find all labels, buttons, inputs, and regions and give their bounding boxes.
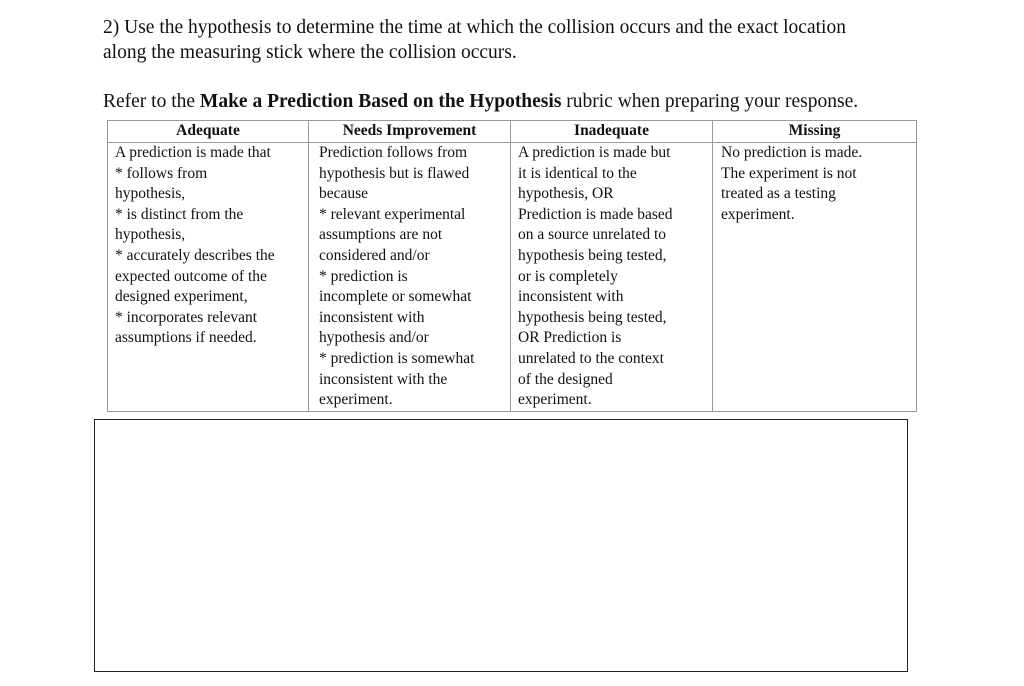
question-text (103, 16, 923, 65)
cell-line: hypothesis and/or (319, 329, 429, 347)
cell-line: on a source unrelated to (518, 226, 667, 244)
cell-line: * is distinct from the (115, 205, 244, 223)
cell-adequate (108, 143, 309, 412)
cell-line: No prediction is made. (721, 144, 863, 161)
cell-line: * accurately describes the (115, 246, 275, 264)
cell-line: inconsistent with (518, 288, 624, 306)
cell-line: or is completely (518, 267, 618, 285)
cell-line: assumptions are not (319, 226, 443, 244)
cell-line: expected outcome of the (115, 267, 267, 285)
instruction-prefix: Refer to the (103, 91, 200, 112)
cell-line: designed experiment, (115, 288, 248, 306)
cell-line: hypothesis, (115, 185, 186, 203)
cell-inadequate (511, 143, 713, 412)
cell-line: hypothesis being tested, (518, 246, 667, 264)
rubric-name: Make a Prediction Based on the Hypothesis (199, 91, 562, 112)
cell-line: * incorporates relevant (115, 308, 258, 326)
cell-line: OR Prediction is (518, 329, 622, 347)
cell-line: assumptions if needed. (115, 329, 257, 347)
cell-missing (713, 143, 917, 412)
cell-line: experiment. (319, 391, 393, 409)
question-line-1: 2) Use the hypothesis to determine the time at which the collision occurs and the exact location (103, 17, 846, 38)
header-missing: Missing (713, 121, 917, 143)
cell-line: hypothesis but is flawed (319, 164, 470, 182)
header-inadequate: Inadequate (511, 121, 713, 143)
cell-line: experiment. (518, 391, 592, 409)
cell-line: Prediction is made based (518, 205, 673, 223)
cell-line: hypothesis being tested, (518, 308, 667, 326)
cell-needs-improvement (309, 143, 511, 412)
cell-line: * follows from (115, 164, 208, 182)
cell-line: inconsistent with the (319, 370, 448, 388)
cell-line: considered and/or (319, 246, 430, 264)
rubric-table (107, 120, 917, 412)
cell-line: it is identical to the (518, 164, 637, 182)
cell-line: Prediction follows from (319, 144, 468, 161)
cell-line: incomplete or somewhat (319, 288, 472, 306)
cell-line: inconsistent with (319, 308, 425, 326)
question-line-2: along the measuring stick where the collision occurs. (103, 41, 517, 63)
header-needs-improvement: Needs Improvement (309, 121, 511, 143)
header-adequate: Adequate (108, 121, 309, 143)
cell-line: * relevant experimental (319, 205, 466, 223)
cell-line: because (319, 185, 369, 203)
rubric-instruction (103, 90, 858, 114)
instruction-suffix: rubric when preparing your response. (561, 91, 859, 112)
rubric-criteria-row (108, 143, 917, 412)
cell-line: treated as a testing (721, 185, 836, 203)
cell-line: of the designed (518, 370, 613, 388)
rubric-header-row (108, 121, 917, 143)
cell-line: hypothesis, (115, 226, 186, 244)
response-box[interactable] (94, 419, 908, 672)
cell-line: experiment. (721, 205, 795, 223)
cell-line: The experiment is not (721, 164, 857, 182)
cell-line: A prediction is made but (518, 144, 671, 161)
cell-line: hypothesis, OR (518, 185, 614, 203)
cell-line: A prediction is made that (115, 144, 271, 161)
cell-line: * prediction is (319, 267, 408, 285)
cell-line: * prediction is somewhat (319, 349, 475, 367)
cell-line: unrelated to the context (518, 349, 664, 367)
